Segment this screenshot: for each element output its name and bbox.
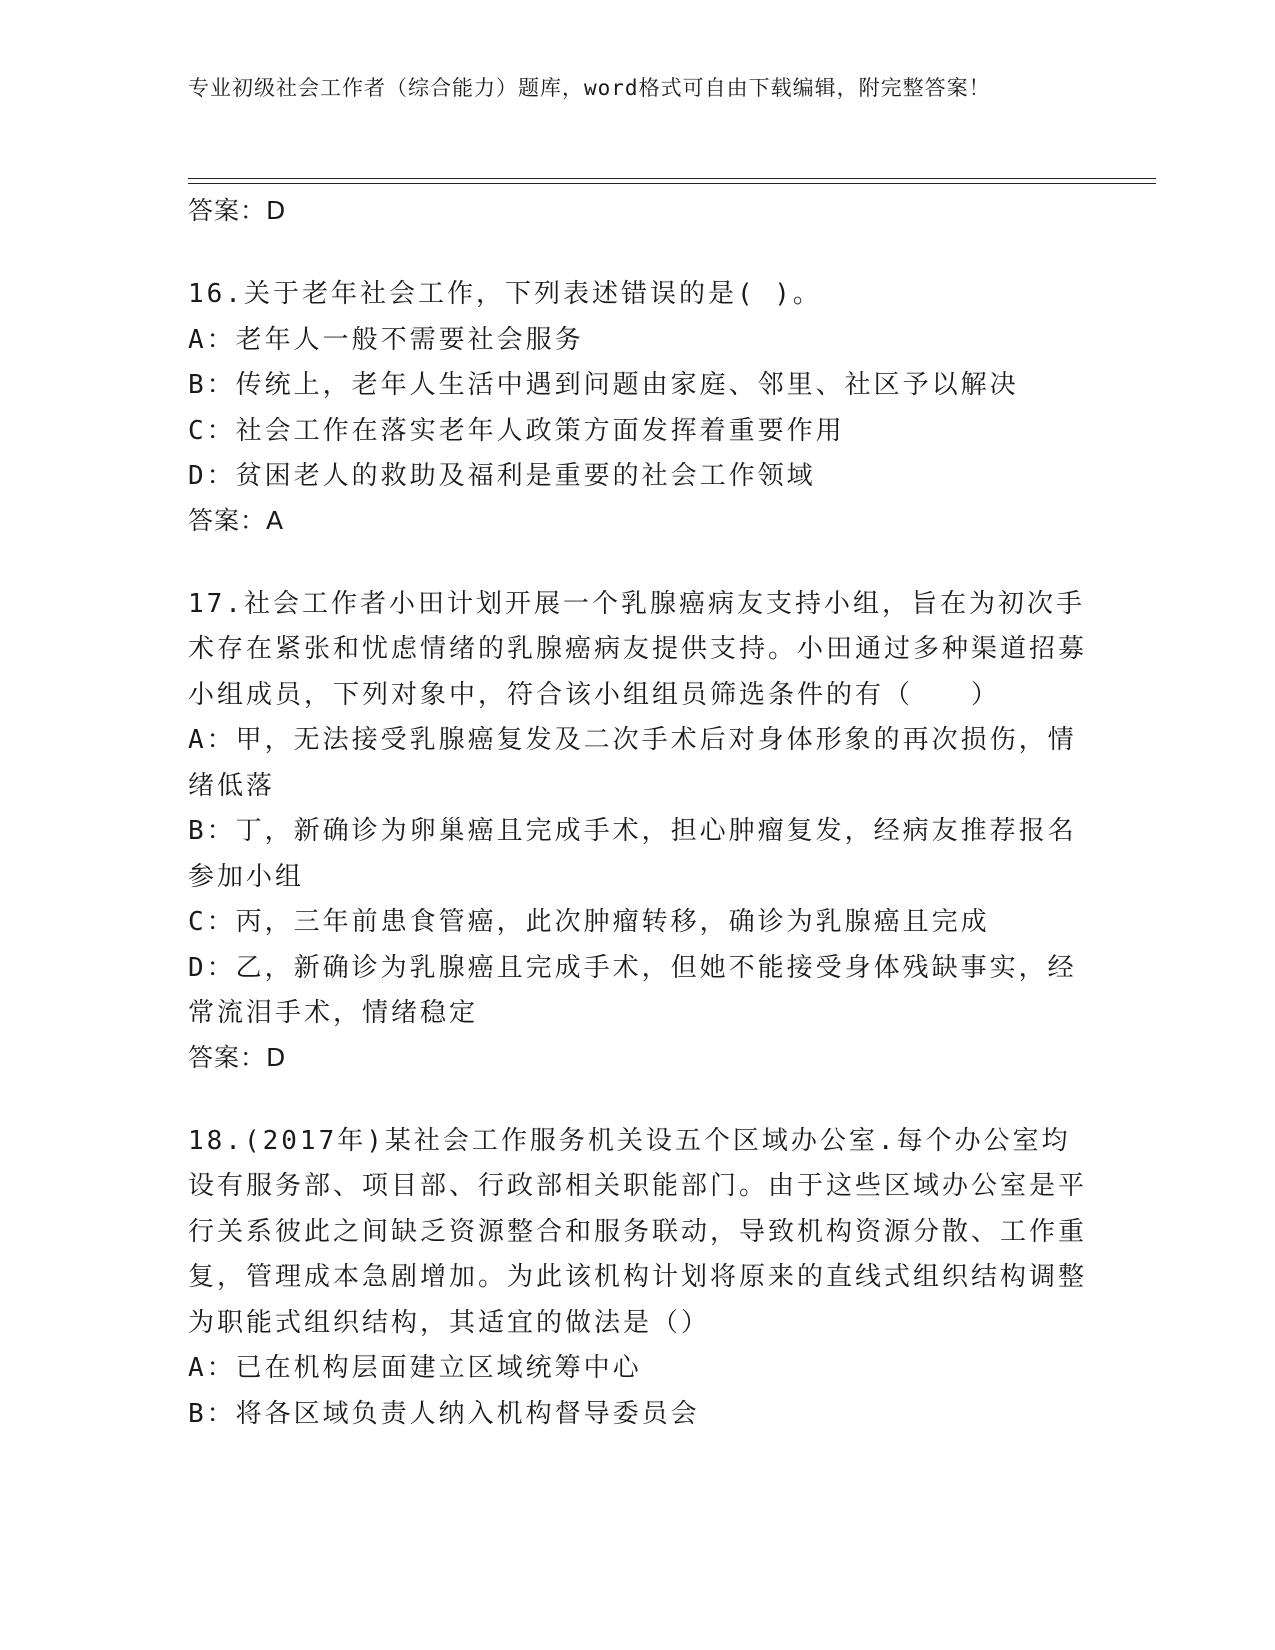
question-17-option-a: A：甲，无法接受乳腺癌复发及二次手术后对身体形象的再次损伤，情绪低落 <box>188 725 1077 801</box>
question-18-option-a: A：已在机构层面建立区域统筹中心 <box>188 1353 642 1383</box>
header-rule <box>188 178 1156 179</box>
question-16 <box>188 272 1088 500</box>
answer-17: 答案：D <box>188 1042 287 1072</box>
question-16-option-c: C：社会工作在落实老年人政策方面发挥着重要作用 <box>188 415 845 446</box>
question-18-option-b: B：将各区域负责人纳入机构督导委员会 <box>188 1398 700 1429</box>
header-rule-double <box>188 183 1156 184</box>
question-17-option-c: C：丙，三年前患食管癌，此次肿瘤转移，确诊为乳腺癌且完成 <box>188 907 990 937</box>
question-18-stem: 18.(2017年)某社会工作服务机关设五个区域办公室.每个办公室均设有服务部、项目部、行政部相关职能部门。由于这些区域办公室是平行关系彼此之间缺乏资源整合和服务联动，导致机构资源分散、工作重复，管理成本急剧增加。为此该机构计划将原来的直线式组织结构调整为职能式组织结构，其适宜的做法是（） <box>188 1125 1088 1338</box>
question-16-option-b: B：传统上，老年人生活中遇到问题由家庭、邻里、社区予以解决 <box>188 370 1019 400</box>
question-16-option-a: A：老年人一般不需要社会服务 <box>188 324 584 355</box>
question-16-option-d: D：贫困老人的救助及福利是重要的社会工作领域 <box>188 461 816 491</box>
answer-16: 答案：A <box>188 505 285 535</box>
question-17 <box>188 582 1088 1037</box>
page-header: 专业初级社会工作者（综合能力）题库，word格式可自由下载编辑，附完整答案！ <box>188 76 991 100</box>
question-18 <box>188 1119 1088 1438</box>
question-16-stem: 16.关于老年社会工作，下列表述错误的是( )。 <box>188 279 822 309</box>
question-17-stem: 17.社会工作者小田计划开展一个乳腺癌病友支持小组，旨在为初次手术存在紧张和忧虑情绪的乳腺癌病友提供支持。小田通过多种渠道招募小组成员，下列对象中，符合该小组组员筛选条件的有（ ） <box>188 588 1088 710</box>
question-17-option-b: B：丁，新确诊为卵巢癌且完成手术，担心肿瘤复发，经病友推荐报名参加小组 <box>188 816 1077 892</box>
question-content <box>188 190 1088 1437</box>
question-17-option-d: D：乙，新确诊为乳腺癌且完成手术，但她不能接受身体残缺事实，经常流泪手术，情绪稳定 <box>188 952 1077 1028</box>
answer-15: 答案：D <box>188 196 287 225</box>
